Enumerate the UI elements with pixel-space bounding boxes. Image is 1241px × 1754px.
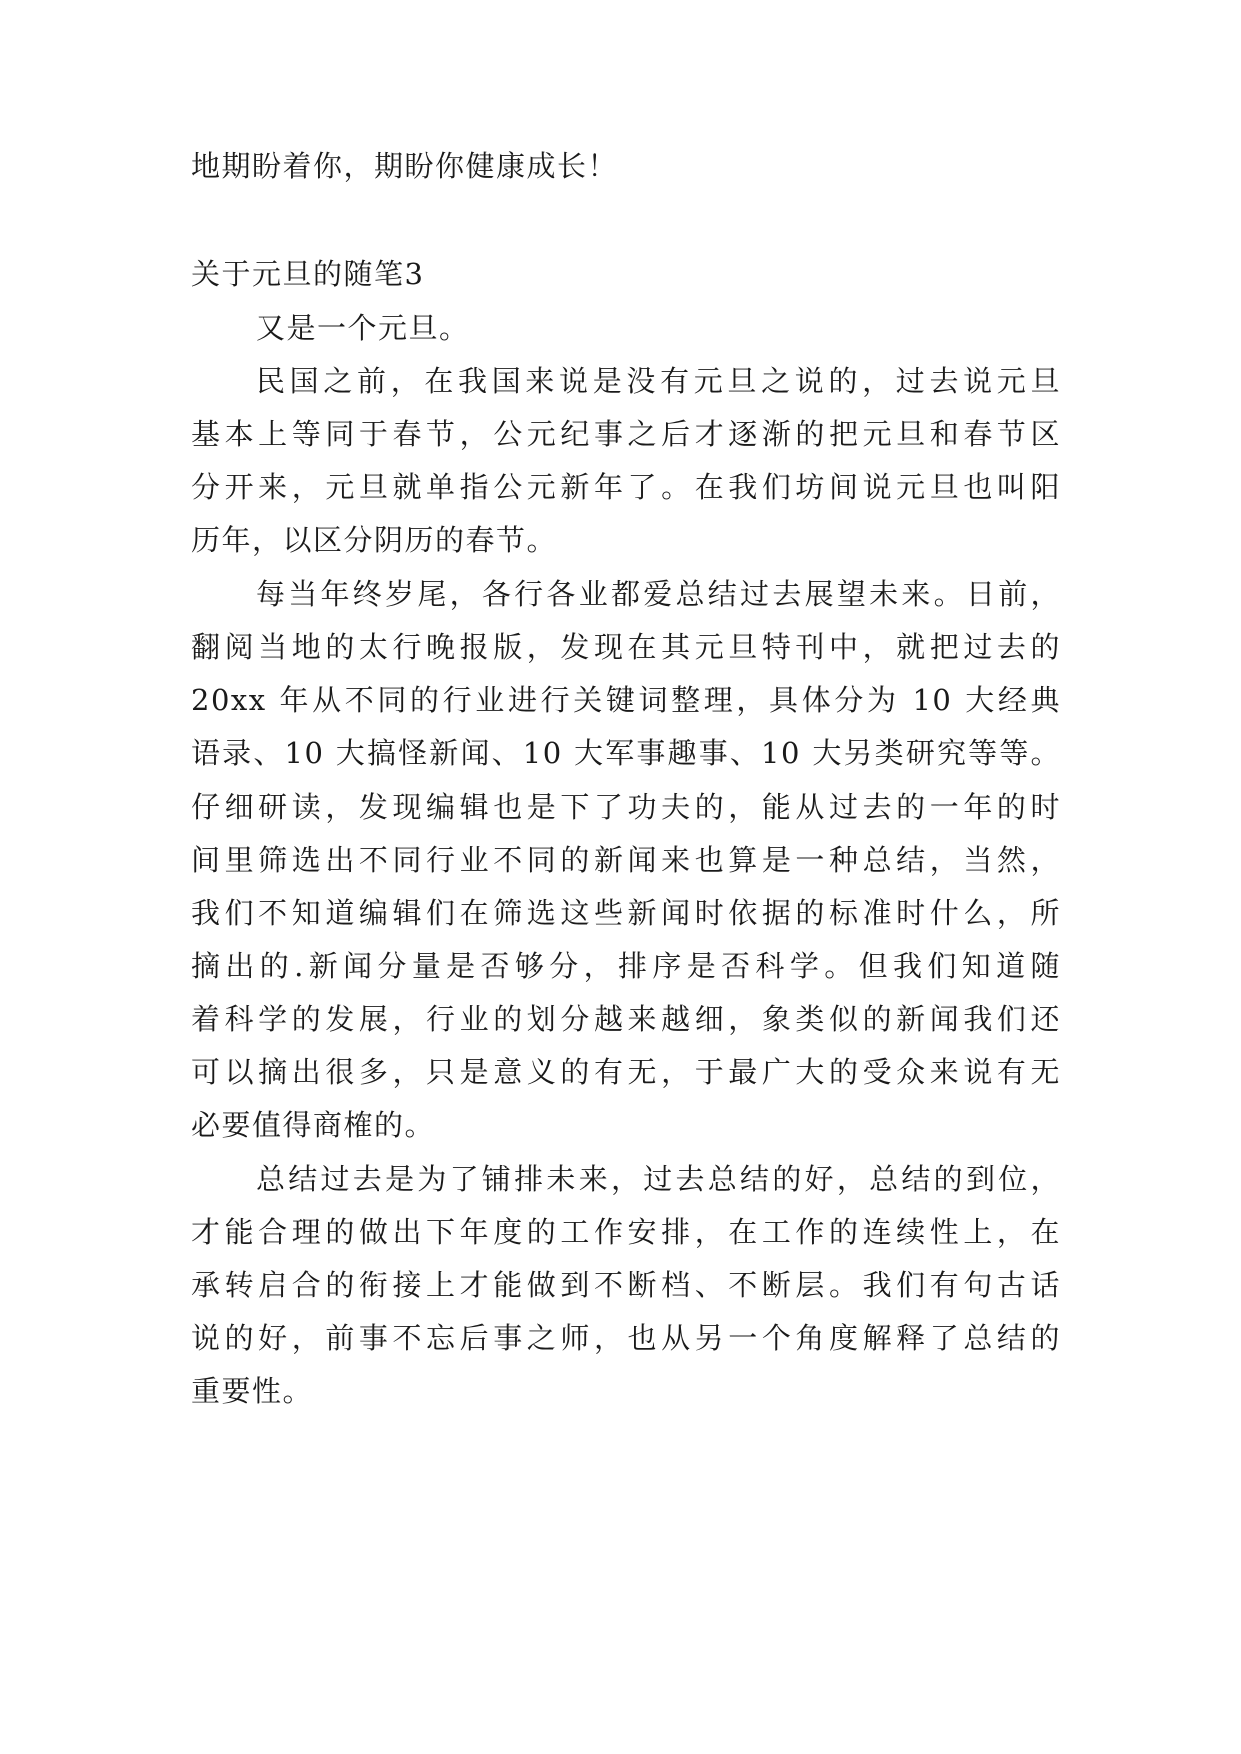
paragraph-2-line-1: 民国之前，在我国来说是没有元旦之说的，过去说元旦 — [256, 364, 1061, 398]
paragraph-3-line-7: 我们不知道编辑们在筛选这些新闻时依据的标准时什么，所 — [191, 896, 1061, 930]
paragraph-3-line-1: 每当年终岁尾，各行各业都爱总结过去展望未来。日前， — [256, 577, 1061, 611]
paragraph-4-line-5: 重要性。 — [191, 1374, 314, 1408]
paragraph-3-line-11: 必要值得商榷的。 — [191, 1108, 436, 1142]
paragraph-3-line-9: 着科学的发展，行业的划分越来越细，象类似的新闻我们还 — [191, 1002, 1061, 1036]
paragraph-4-line-1: 总结过去是为了铺排未来，过去总结的好，总结的到位， — [256, 1162, 1061, 1196]
paragraph-2-line-3: 分开来，元旦就单指公元新年了。在我们坊间说元旦也叫阳 — [191, 470, 1061, 504]
paragraph-4-line-2: 才能合理的做出下年度的工作安排，在工作的连续性上，在 — [191, 1215, 1061, 1249]
paragraph-3-line-2: 翻阅当地的太行晚报版，发现在其元旦特刊中，就把过去的 — [191, 630, 1061, 664]
paragraph-4-line-3: 承转启合的衔接上才能做到不断档、不断层。我们有句古话 — [191, 1268, 1061, 1302]
section-title: 关于元旦的随笔3 — [191, 257, 425, 291]
paragraph-2-line-2: 基本上等同于春节，公元纪事之后才逐渐的把元旦和春节区 — [191, 417, 1061, 451]
paragraph-3-line-6: 间里筛选出不同行业不同的新闻来也算是一种总结，当然， — [191, 843, 1061, 877]
paragraph-2-line-4: 历年，以区分阴历的春节。 — [191, 523, 558, 557]
paragraph-3-line-10: 可以摘出很多，只是意义的有无，于最广大的受众来说有无 — [191, 1055, 1061, 1089]
paragraph-3-line-8: 摘出的.新闻分量是否够分，排序是否科学。但我们知道随 — [191, 949, 1061, 983]
continuation-line: 地期盼着你，期盼你健康成长！ — [191, 149, 619, 183]
paragraph-3-line-4: 语录、10 大搞怪新闻、10 大军事趣事、10 大另类研究等等。 — [191, 736, 1061, 770]
paragraph-1-line-1: 又是一个元旦。 — [256, 311, 470, 345]
paragraph-4-line-4: 说的好，前事不忘后事之师，也从另一个角度解释了总结的 — [191, 1321, 1061, 1355]
paragraph-3-line-5: 仔细研读，发现编辑也是下了功夫的，能从过去的一年的时 — [191, 790, 1061, 824]
paragraph-3-line-3: 20xx 年从不同的行业进行关键词整理，具体分为 10 大经典 — [191, 683, 1061, 717]
